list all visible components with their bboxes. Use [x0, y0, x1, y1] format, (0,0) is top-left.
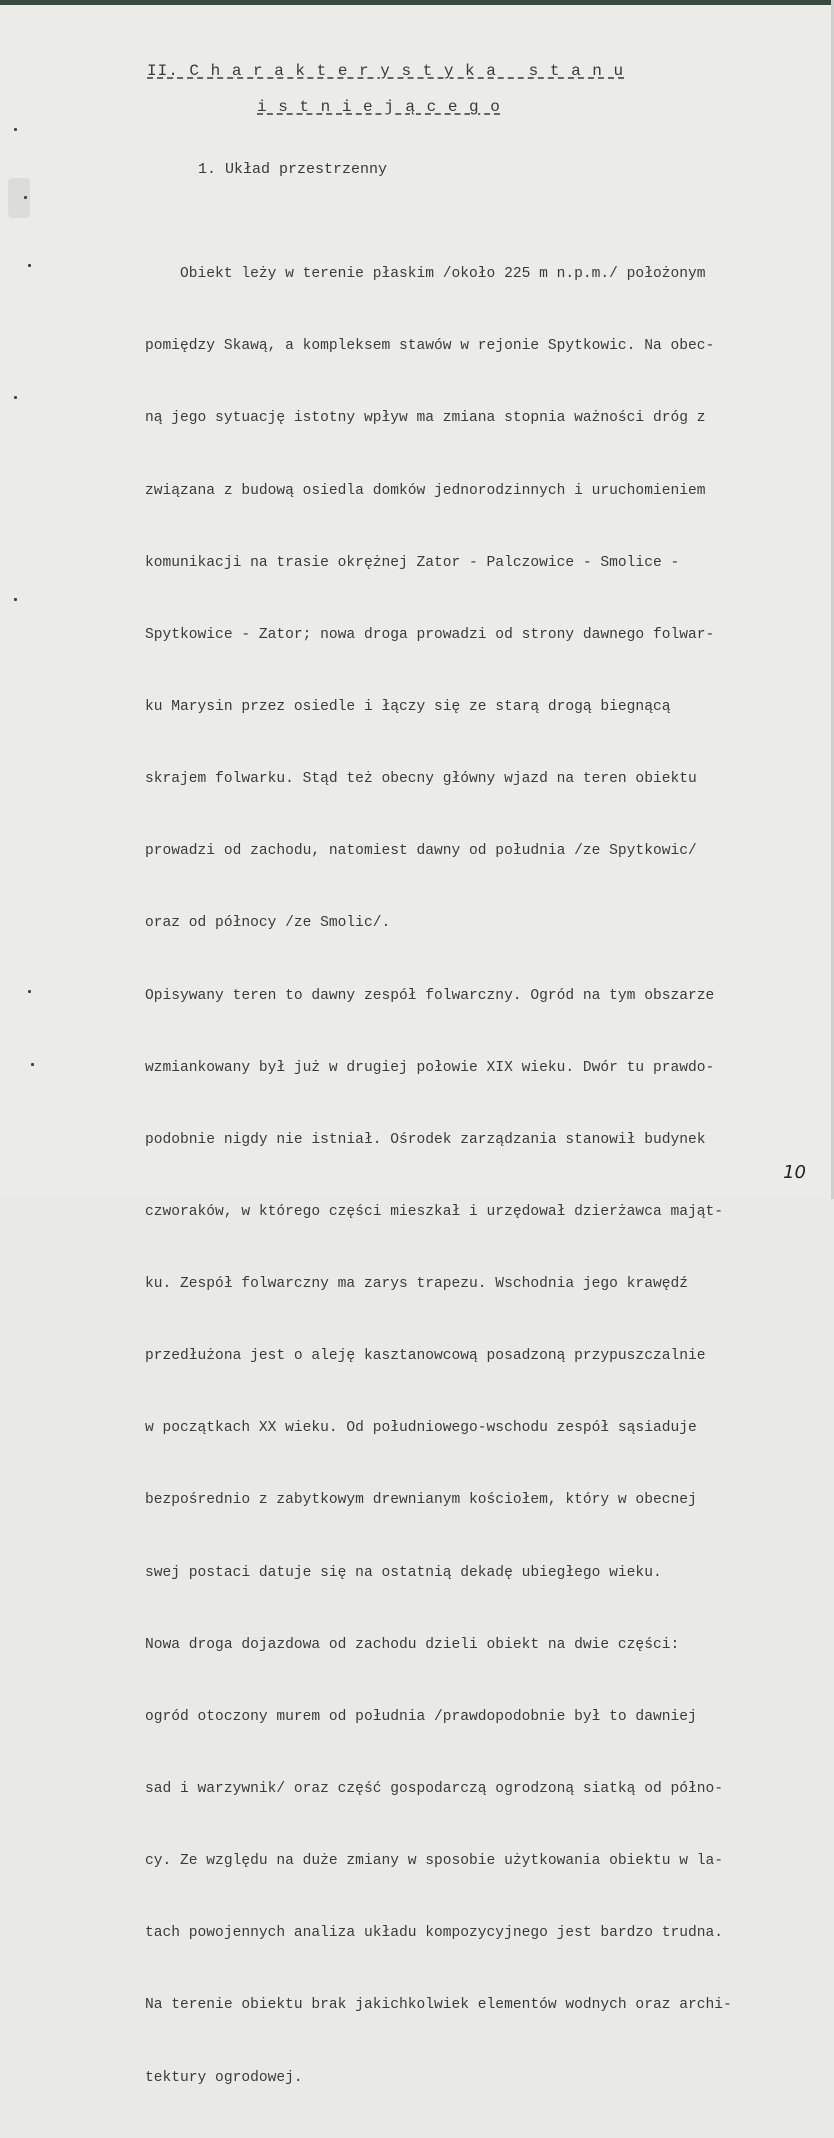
body-line: Na terenie obiektu brak jakichkolwiek elementów wodnych oraz archi-	[145, 1997, 732, 2014]
body-line: wzmiankowany był już w drugiej połowie XIX wieku. Dwór tu prawdo-	[145, 1059, 715, 1076]
body-line: Spytkowice - Zator; nowa droga prowadzi od strony dawnego folwar-	[145, 626, 715, 643]
body-line: ku. Zespół folwarczny ma zarys trapezu. Wschodnia jego krawędź	[145, 1276, 688, 1293]
scan-speck	[14, 396, 17, 399]
body-line: skrajem folwarku. Stąd też obecny główny wjazd na teren obiektu	[145, 771, 697, 788]
body-line: czworaków, w którego części mieszkał i urzędował dzierżawca mająt-	[145, 1203, 724, 1220]
chapter-heading-line-2: i s t n i e j ą c e g o	[257, 98, 501, 116]
body-line: przedłużona jest o aleję kasztanowcową posadzoną przypuszczalnie	[145, 1348, 706, 1365]
body-line: sad i warzywnik/ oraz część gospodarczą ogrodzoną siatką od półno-	[145, 1781, 724, 1798]
body-line: pomiędzy Skawą, a kompleksem stawów w rejonie Spytkowic. Na obec-	[145, 338, 715, 355]
body-line: swej postaci datuje się na ostatnią dekadę ubiegłego wieku.	[145, 1564, 662, 1581]
body-line: Nowa droga dojazdowa od zachodu dzieli obiekt na dwie części:	[145, 1636, 680, 1653]
body-line: w początkach XX wieku. Od południowego-wschodu zespół sąsiaduje	[145, 1420, 697, 1437]
body-line: tektury ogrodowej.	[145, 2069, 303, 2086]
body-line: Opisywany teren to dawny zespół folwarczny. Ogród na tym obszarze	[145, 987, 715, 1004]
body-text	[145, 214, 815, 2138]
body-line: związana z budową osiedla domków jednorodzinnych i uruchomieniem	[145, 482, 706, 499]
body-line: ną jego sytuację istotny wpływ ma zmiana stopnia ważności dróg z	[145, 410, 706, 427]
body-line: Obiekt leży w terenie płaskim /około 225 m n.p.m./ położonym	[145, 266, 706, 283]
scan-speck	[28, 990, 31, 993]
body-line: oraz od północy /ze Smolic/.	[145, 915, 391, 932]
body-line: komunikacji na trasie okrężnej Zator - Palczowice - Smolice -	[145, 554, 680, 571]
body-line: prowadzi od zachodu, natomiest dawny od południa /ze Spytkowic/	[145, 843, 697, 860]
body-line: cy. Ze względu na duże zmiany w sposobie użytkowania obiektu w la-	[145, 1853, 724, 1870]
body-line: podobnie nigdy nie istniał. Ośrodek zarządzania stanowił budynek	[145, 1131, 706, 1148]
body-line: ku Marysin przez osiedle i łączy się ze starą drogą biegnącą	[145, 698, 671, 715]
body-line: ogród otoczony murem od południa /prawdopodobnie był to dawniej	[145, 1708, 697, 1725]
page-number: 10	[783, 1162, 806, 1183]
chapter-heading-line-1: II. C h a r a k t e r y s t y k a s t a n u	[147, 62, 625, 80]
section-title: 1. Układ przestrzenny	[198, 161, 388, 178]
body-line: tach powojennych analiza układu kompozycyjnego jest bardzo trudna.	[145, 1925, 724, 1942]
scan-speck	[31, 1063, 34, 1066]
scan-speck	[28, 264, 31, 267]
scan-speck	[14, 128, 17, 131]
scan-top-edge	[0, 0, 834, 5]
body-line: bezpośrednio z zabytkowym drewnianym kościołem, który w obecnej	[145, 1492, 697, 1509]
scan-speck	[24, 196, 27, 199]
scan-speck	[14, 598, 17, 601]
